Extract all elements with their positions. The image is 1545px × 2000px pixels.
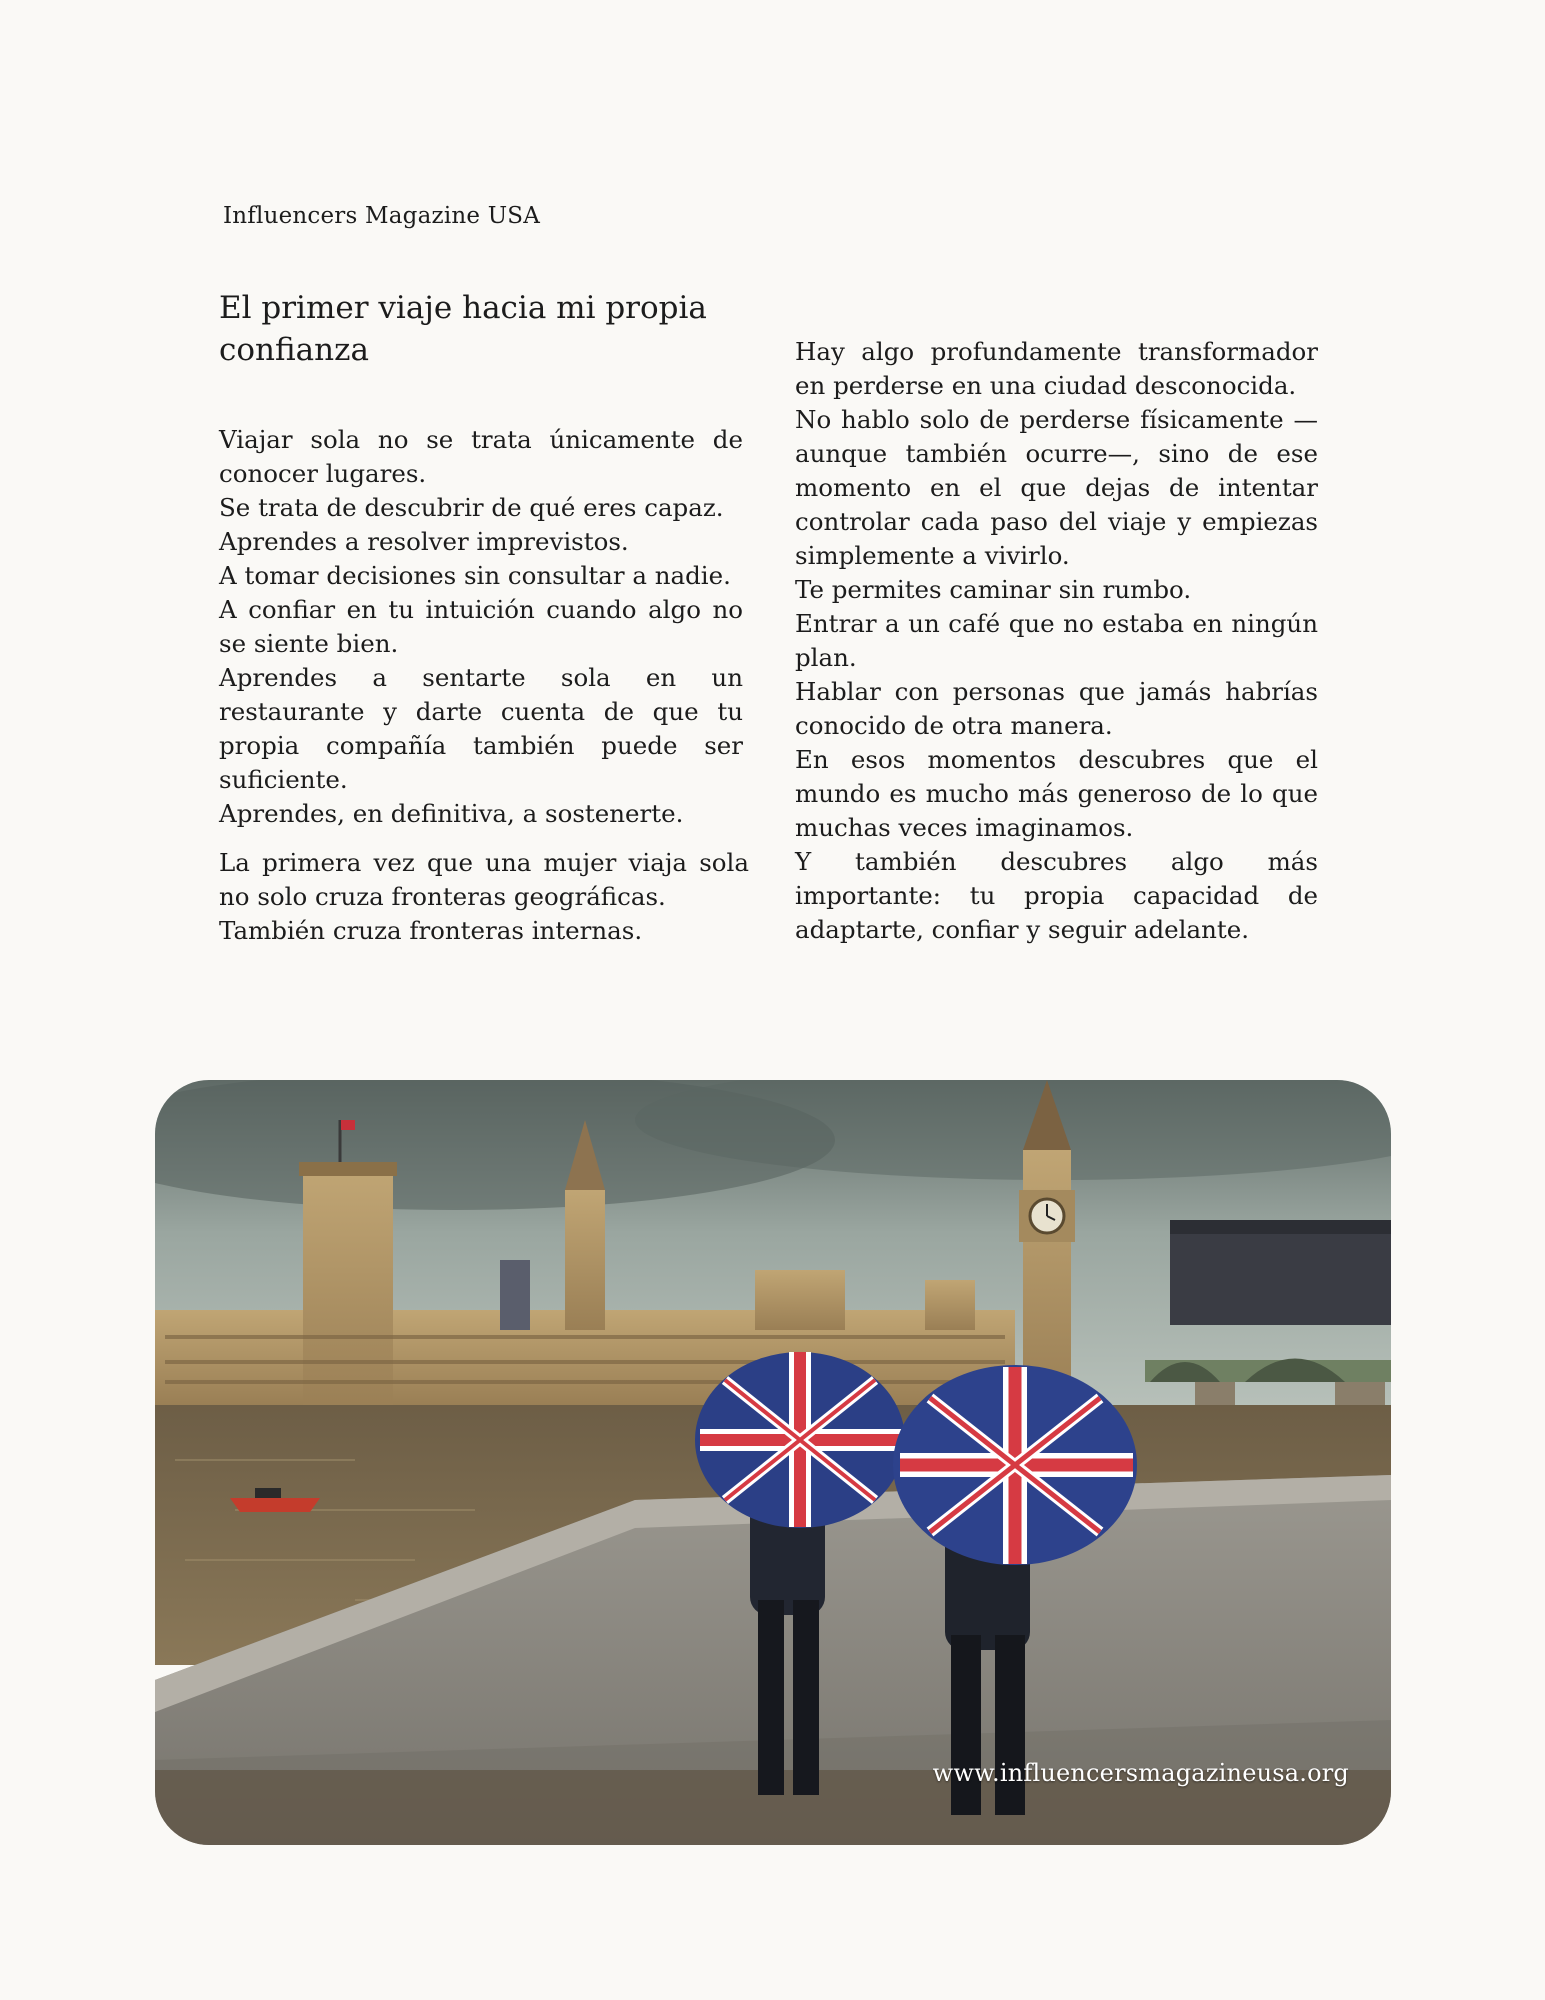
left-column-block-1 [219, 423, 743, 831]
paragraph: A tomar decisiones sin consultar a nadie. [219, 561, 731, 590]
left-column-block-2 [219, 846, 749, 948]
paragraph: No hablo solo de perderse físicamente —aunque también ocurre—, sino de ese momento en el que dejas de intentar controlar cada paso del viaje y empiezas simplemente a vivirlo. [795, 405, 1318, 570]
website-watermark: www.influencersmagazineusa.org [932, 1759, 1349, 1787]
paragraph: Y también descubres algo más importante: tu propia capacidad de adaptarte, confiar y seguir adelante. [795, 847, 1318, 944]
paragraph: Aprendes a resolver imprevistos. [219, 527, 629, 556]
paragraph: Viajar sola no se trata únicamente de conocer lugares. [219, 425, 743, 488]
paragraph: Aprendes a sentarte sola en un restaurante y darte cuenta de que tu propia compañía también puede ser suficiente. [219, 663, 743, 794]
paragraph: La primera vez que una mujer viaja sola no solo cruza fronteras geográficas. [219, 848, 749, 911]
paragraph: Hay algo profundamente transformador en perderse en una ciudad desconocida. [795, 337, 1318, 400]
paragraph: También cruza fronteras internas. [219, 916, 643, 945]
paragraph: Aprendes, en definitiva, a sostenerte. [219, 799, 684, 828]
union-jack-umbrella-right [893, 1365, 1137, 1565]
paragraph: Hablar con personas que jamás habrías conocido de otra manera. [795, 677, 1318, 740]
paragraph: Se trata de descubrir de qué eres capaz. [219, 493, 724, 522]
london-photo [155, 1080, 1391, 1845]
paragraph: Entrar a un café que no estaba en ningún plan. [795, 609, 1318, 672]
article-title: El primer viaje hacia mi propia confianza [219, 290, 707, 368]
union-jack-umbrella-left [695, 1352, 905, 1528]
paragraph: A confiar en tu intuición cuando algo no se siente bien. [219, 595, 743, 658]
paragraph: Te permites caminar sin rumbo. [795, 575, 1192, 604]
magazine-brand: Influencers Magazine USA [223, 203, 541, 229]
photo-illustration [155, 1080, 1391, 1845]
right-column [795, 335, 1318, 947]
paragraph: En esos momentos descubres que el mundo es mucho más generoso de lo que muchas veces imaginamos. [795, 745, 1318, 842]
